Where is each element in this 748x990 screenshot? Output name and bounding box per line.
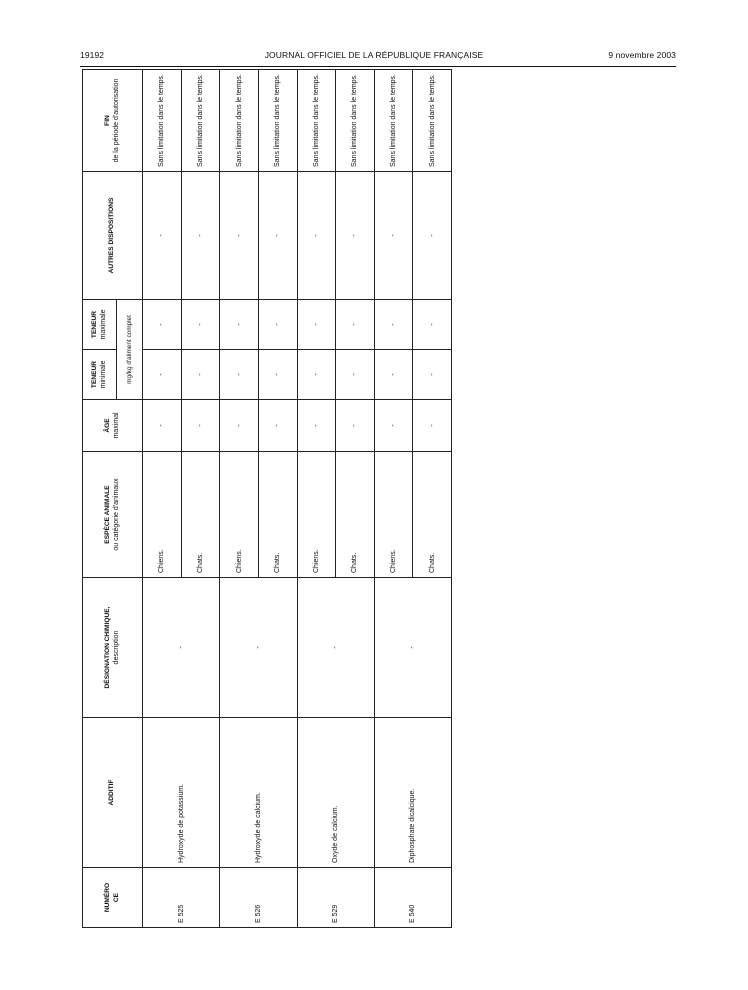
cell-fin: Sans limitation dans le temps. bbox=[297, 70, 336, 172]
cell-fin: Sans limitation dans le temps. bbox=[181, 70, 220, 172]
cell-age: - bbox=[220, 400, 259, 452]
cell-fin: Sans limitation dans le temps. bbox=[220, 70, 259, 172]
cell-max: - bbox=[374, 300, 413, 350]
cell-autres: - bbox=[374, 172, 413, 300]
cell-age: - bbox=[258, 400, 297, 452]
header-unit: mg/kg d'aliment complet bbox=[117, 300, 143, 400]
cell-age: - bbox=[297, 400, 336, 452]
cell-espece: Chiens. bbox=[143, 452, 182, 578]
header-espece: ESPÈCE ANIMALE ou catégorie d'animaux bbox=[83, 452, 143, 578]
cell-fin: Sans limitation dans le temps. bbox=[258, 70, 297, 172]
cell-autres: - bbox=[220, 172, 259, 300]
rotated-table-container bbox=[82, 70, 452, 928]
page-number: 19192 bbox=[80, 50, 105, 60]
cell-age: - bbox=[413, 400, 452, 452]
cell-age: - bbox=[143, 400, 182, 452]
cell-max: - bbox=[258, 300, 297, 350]
cell-designation: - bbox=[374, 578, 451, 718]
publication-date: 9 novembre 2003 bbox=[608, 50, 676, 60]
cell-autres: - bbox=[143, 172, 182, 300]
header-rule bbox=[80, 66, 676, 67]
cell-fin: Sans limitation dans le temps. bbox=[336, 70, 375, 172]
cell-min: - bbox=[297, 350, 336, 400]
cell-fin: Sans limitation dans le temps. bbox=[143, 70, 182, 172]
cell-espece: Chats. bbox=[413, 452, 452, 578]
cell-fin: Sans limitation dans le temps. bbox=[374, 70, 413, 172]
cell-autres: - bbox=[181, 172, 220, 300]
cell-min: - bbox=[336, 350, 375, 400]
cell-numero: E 526 bbox=[220, 868, 297, 928]
cell-max: - bbox=[336, 300, 375, 350]
cell-min: - bbox=[143, 350, 182, 400]
cell-espece: Chats. bbox=[258, 452, 297, 578]
cell-espece: Chats. bbox=[181, 452, 220, 578]
cell-min: - bbox=[374, 350, 413, 400]
header-age: ÂGE maximal bbox=[83, 400, 143, 452]
cell-max: - bbox=[143, 300, 182, 350]
cell-additif: Hydroxyde de potassium. bbox=[143, 718, 220, 868]
additives-table bbox=[82, 69, 452, 928]
cell-min: - bbox=[181, 350, 220, 400]
header-numero: NUMÉRO CE bbox=[83, 868, 143, 928]
cell-numero: E 525 bbox=[143, 868, 220, 928]
cell-max: - bbox=[220, 300, 259, 350]
cell-min: - bbox=[413, 350, 452, 400]
cell-fin: Sans limitation dans le temps. bbox=[413, 70, 452, 172]
cell-espece: Chats. bbox=[336, 452, 375, 578]
table-row bbox=[220, 70, 259, 928]
cell-designation: - bbox=[297, 578, 374, 718]
cell-autres: - bbox=[413, 172, 452, 300]
cell-espece: Chiens. bbox=[297, 452, 336, 578]
cell-numero: E 540 bbox=[374, 868, 451, 928]
cell-designation: - bbox=[143, 578, 220, 718]
cell-additif: Hydroxyde de calcium. bbox=[220, 718, 297, 868]
table-row bbox=[297, 70, 336, 928]
cell-designation: - bbox=[220, 578, 297, 718]
cell-max: - bbox=[413, 300, 452, 350]
table-row bbox=[374, 70, 413, 928]
cell-espece: Chiens. bbox=[374, 452, 413, 578]
cell-autres: - bbox=[258, 172, 297, 300]
cell-age: - bbox=[336, 400, 375, 452]
cell-min: - bbox=[258, 350, 297, 400]
header-teneur-max: TENEUR maximale bbox=[83, 300, 117, 350]
cell-espece: Chiens. bbox=[220, 452, 259, 578]
cell-min: - bbox=[220, 350, 259, 400]
header-designation: DÉSIGNATION CHIMIQUE, description bbox=[83, 578, 143, 718]
cell-autres: - bbox=[336, 172, 375, 300]
cell-age: - bbox=[374, 400, 413, 452]
cell-numero: E 529 bbox=[297, 868, 374, 928]
cell-max: - bbox=[297, 300, 336, 350]
cell-additif: Oxyde de calcium. bbox=[297, 718, 374, 868]
cell-autres: - bbox=[297, 172, 336, 300]
cell-additif: Diphosphate dicalcique. bbox=[374, 718, 451, 868]
header-additif: ADDITIF bbox=[83, 718, 143, 868]
header-teneur-min: TENEUR minimale bbox=[83, 350, 117, 400]
header-autres: AUTRES DISPOSITIONS bbox=[83, 172, 143, 300]
table-row bbox=[143, 70, 182, 928]
journal-title: JOURNAL OFFICIEL DE LA RÉPUBLIQUE FRANÇAISE bbox=[264, 50, 484, 60]
header-fin: FIN de la période d'autorisation bbox=[83, 70, 143, 172]
cell-age: - bbox=[181, 400, 220, 452]
cell-max: - bbox=[181, 300, 220, 350]
